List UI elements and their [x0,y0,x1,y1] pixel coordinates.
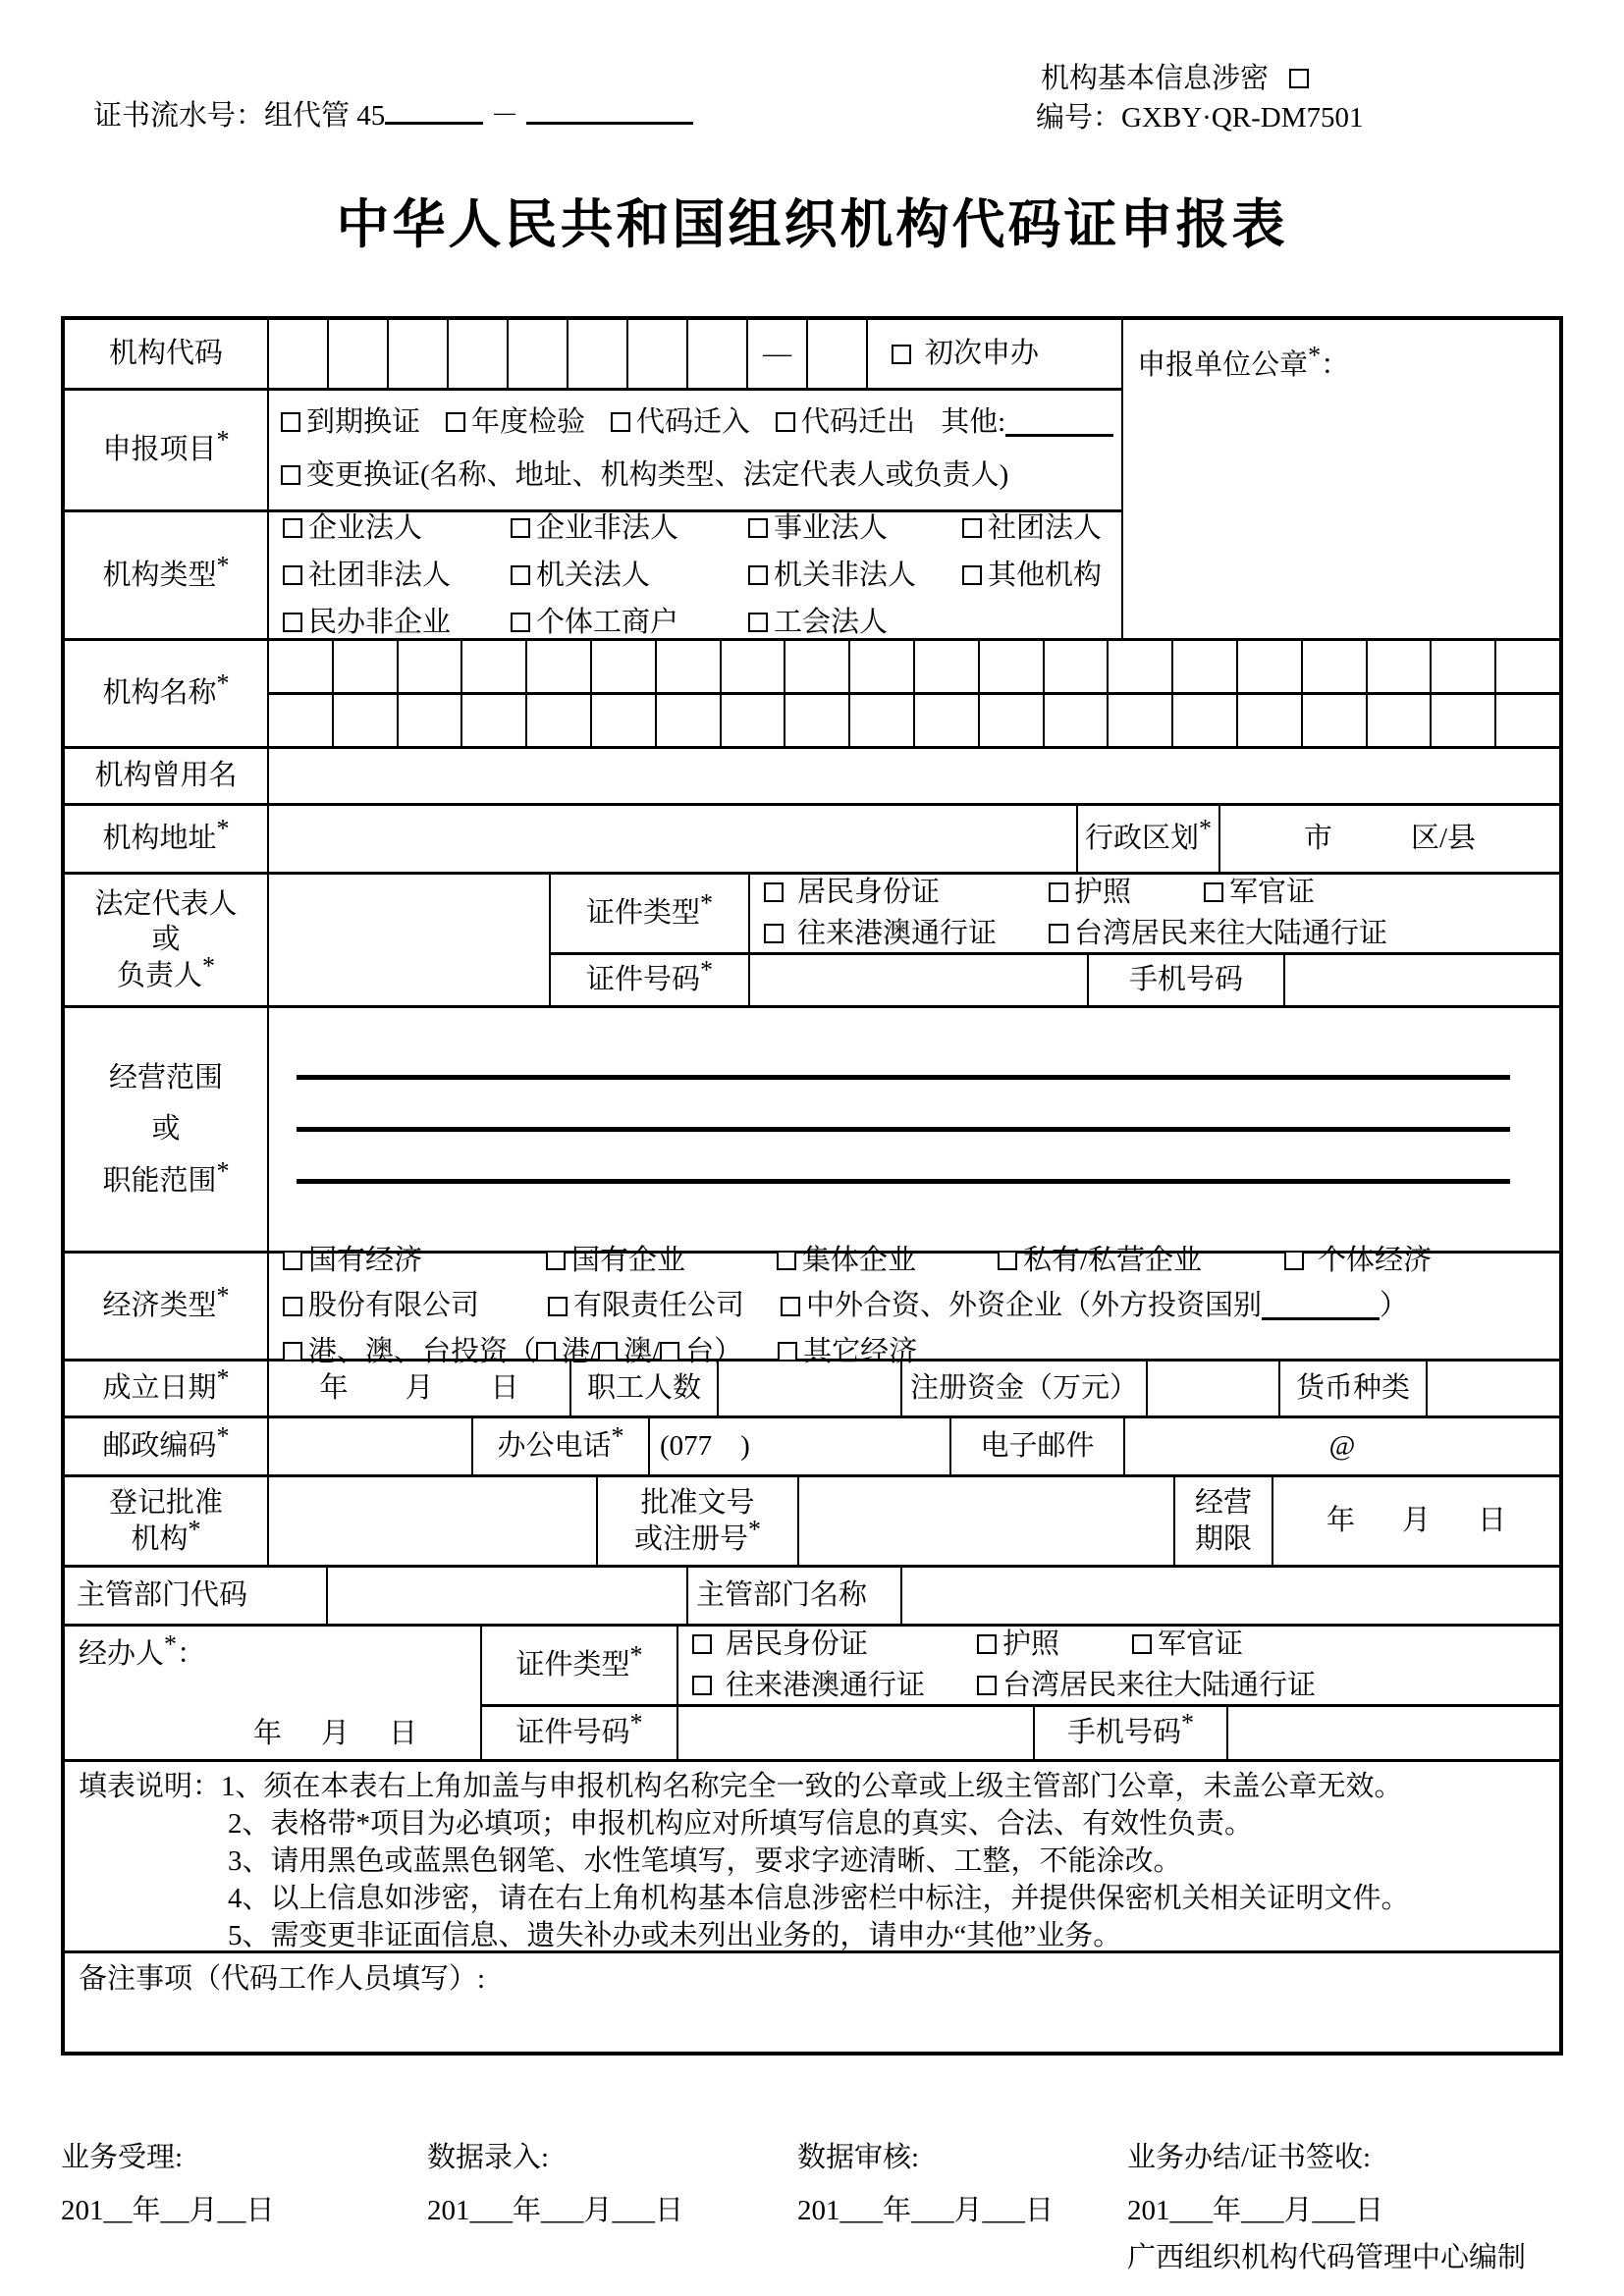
econ-option-hmt-invest: 港、澳、台投资（ 港/ 澳/ 台） [283,1334,742,1369]
cert-option-taiwan: 台湾居民来往大陆通行证 [977,1668,1316,1703]
taiwan-checkbox[interactable] [660,1342,679,1362]
foreign-venture-checkbox[interactable] [781,1297,800,1316]
id-card-checkbox[interactable] [764,882,784,902]
footer-title: 数据审核: [797,2142,920,2173]
secrecy-label: 机构基本信息涉密 [1041,63,1270,94]
org-name-label: 机构名称* [65,641,269,746]
legal-rep-row [65,875,1559,1008]
contact-row [65,1418,1559,1477]
cert-option-military: 军官证 [1204,875,1315,910]
issuer-label: 广西组织机构代码管理中心编制 [1127,2242,1527,2273]
approval-doc-no-label: 批准文号 或注册号* [598,1477,799,1565]
econ-option-other: 其它经济 [778,1334,917,1369]
note-item: 3、请用黑色或蓝黑色钢笔、水性笔填写，要求字迹清晰、工整，不能涂改。 [228,1845,1182,1877]
org-code-label: 机构代码 [65,320,269,388]
handler-cert-no-label: 证件号码* [482,1707,678,1760]
handler-label: 经办人*： [79,1629,206,1670]
scope-label: 经营范围 或 职能范围* [65,1008,269,1251]
cert-option-hk-macau: 往来港澳通行证 [692,1668,977,1703]
name-grid-cell[interactable] [1045,641,1110,692]
address-row [65,806,1559,875]
org-type-option: 个体工商户 [511,605,748,640]
annual-check-checkbox[interactable] [446,412,465,432]
declare-option-other: 其他: [941,404,1113,440]
stock-company-checkbox[interactable] [283,1297,302,1316]
name-grid-cell[interactable] [1238,695,1303,746]
private-enterprise-checkbox[interactable] [998,1251,1017,1270]
postal-code-input[interactable] [269,1418,473,1474]
handler-cert-type-label: 证件类型* [482,1627,678,1704]
note-item: 5、需变更非证面信息、遗失补办或未列出业务的，请申办“其他”业务。 [228,1920,1122,1951]
footer-title: 业务受理: [61,2142,184,2173]
hmt-invest-checkbox[interactable] [283,1342,302,1362]
dept-code-input[interactable] [328,1568,688,1624]
handler-hk-macau-permit-checkbox[interactable] [692,1676,712,1695]
enterprise-legal-checkbox[interactable] [283,518,302,538]
note-item: 4、以上信息如涉密，请在右上角机构基本信息涉密栏中标注，并提供保密机关相关证明文件。 [228,1883,1410,1914]
approval-org-input[interactable] [269,1477,598,1565]
stamp-area[interactable] [1121,320,1573,638]
econ-option-state-ent: 国有企业 [546,1243,777,1278]
llc-checkbox[interactable] [548,1297,568,1316]
former-name-label: 机构曾用名 [65,749,269,803]
dept-name-label: 主管部门名称 [688,1568,902,1624]
name-grid-cell[interactable] [269,695,334,746]
footer-title: 数据录入: [427,2142,550,2173]
serial-blank-1[interactable] [385,96,483,125]
admin-division-input[interactable] [1220,806,1559,872]
first-apply-cell [868,320,1121,388]
email-label: 电子邮件 [951,1418,1125,1474]
name-grid-cell[interactable] [1303,695,1368,746]
collective-enterprise-checkbox[interactable] [777,1251,796,1270]
name-grid-cell[interactable] [980,641,1045,692]
serial-line [93,96,693,133]
code-digit-cell[interactable] [449,320,509,388]
econ-option-foreign: 中外合资、外资企业（外方投资国别 ） [781,1288,1408,1323]
org-type-option: 机关非法人 [748,558,962,593]
name-grid-cell[interactable] [1173,695,1238,746]
legal-rep-name-input[interactable] [269,875,551,1005]
econ-option-stock-co: 股份有限公司 [283,1288,548,1323]
name-grid-cell[interactable] [462,695,527,746]
code-dash-cell: — [748,320,808,388]
name-grid-cell[interactable] [1432,641,1496,692]
code-digit-cell[interactable] [568,320,628,388]
serial-blank-2[interactable] [526,96,693,125]
name-grid-cell[interactable] [527,641,592,692]
handler-row [65,1627,1559,1762]
admin-division-label: 行政区划* [1078,806,1220,872]
staff-count-input[interactable] [719,1362,902,1415]
name-grid-cell[interactable] [657,641,722,692]
legal-cert-no-label: 证件号码* [551,955,750,1006]
passport-checkbox[interactable] [1049,882,1068,902]
private-nonenterprise-checkbox[interactable] [283,613,302,632]
org-type-option: 企业非法人 [511,510,748,546]
state-economy-checkbox[interactable] [283,1251,302,1270]
dept-code-label: 主管部门代码 [65,1568,328,1624]
declare-option-renew: 到期换证 [281,404,420,440]
other-economy-checkbox[interactable] [778,1342,797,1362]
name-grid-cell[interactable] [722,641,786,692]
code-out-checkbox[interactable] [776,412,795,432]
legal-cert-no-input[interactable] [750,955,1089,1006]
declare-option-annual: 年度检验 [446,404,585,440]
founding-date-input[interactable]: 年 月 日 [269,1362,571,1415]
address-label: 机构地址* [65,806,269,872]
name-grid-cell[interactable] [1238,641,1303,692]
org-name-row [65,641,1559,749]
gov-legal-checkbox[interactable] [511,565,530,585]
capital-input[interactable] [1148,1362,1280,1415]
name-grid-cell[interactable] [915,641,980,692]
military-id-checkbox[interactable] [1204,882,1223,902]
name-grid-cell[interactable] [462,641,527,692]
approval-org-label: 登记批准 机构* [65,1477,269,1565]
capital-label: 注册资金（万元） [902,1362,1148,1415]
address-input[interactable] [269,806,1078,872]
staff-count-label: 职工人数 [571,1362,719,1415]
former-name-row [65,749,1559,806]
first-apply-label: 初次申办 [925,338,1040,370]
handler-passport-checkbox[interactable] [977,1634,997,1654]
footer-date[interactable]: 201___年___月___日 [1127,2195,1384,2227]
approval-row [65,1477,1559,1568]
name-grid-cell[interactable] [1368,695,1433,746]
handler-cert-no-input[interactable] [678,1707,1035,1760]
business-term-input[interactable]: 年 月 日 [1326,1505,1507,1537]
org-type-label: 机构类型* [65,512,269,638]
doc-number: 编号：GXBY·QR-DM7501 [1036,102,1364,133]
name-grid-cell[interactable] [980,695,1045,746]
taiwan-permit-checkbox[interactable] [1049,924,1068,943]
renew-checkbox[interactable] [281,412,300,432]
name-grid-cell[interactable] [399,641,463,692]
declare-items-label: 申报项目* [65,391,269,509]
form-table [61,316,1563,2056]
econ-option-individual: 个体经济 [1284,1243,1432,1278]
footer-col-completion [1127,2140,1383,2229]
name-grid-cell[interactable] [592,641,657,692]
remarks-label: 备注事项（代码工作人员填写）: [79,1963,486,1995]
declare-option-code-out: 代码迁出 [776,404,915,440]
name-grid-cell[interactable] [850,641,915,692]
hk-macau-permit-checkbox[interactable] [764,924,784,943]
cert-option-id-card: 居民身份证 [692,1627,977,1662]
cert-option-passport: 护照 [1049,875,1204,910]
approval-doc-no-input[interactable] [799,1477,1175,1565]
cert-option-passport: 护照 [977,1627,1132,1662]
legal-mobile-input[interactable] [1285,955,1559,1006]
foreign-country-blank[interactable] [1262,1292,1380,1320]
footer-date[interactable]: 201___年___月___日 [797,2195,1055,2227]
org-type-option: 工会法人 [748,605,962,640]
hk-checkbox[interactable] [536,1342,556,1362]
name-grid-cell[interactable] [334,695,399,746]
name-grid-cell[interactable] [1109,695,1173,746]
org-type-option: 其他机构 [962,558,1121,593]
name-grid-cell[interactable] [722,695,786,746]
org-type-row [65,512,1121,638]
union-legal-checkbox[interactable] [748,613,768,632]
notes-row [65,1762,1559,1953]
code-digit-cell[interactable] [509,320,568,388]
code-check-digit-cell[interactable] [808,320,868,388]
cert-option-military: 军官证 [1132,1627,1243,1662]
institution-legal-checkbox[interactable] [748,518,768,538]
individual-business-checkbox[interactable] [511,613,530,632]
declare-option-code-in: 代码迁入 [611,404,750,440]
name-grid-cell[interactable] [1496,695,1559,746]
name-grid-cell[interactable] [1173,641,1238,692]
office-phone-input[interactable]: (077 ) [650,1418,951,1474]
association-nonlegal-checkbox[interactable] [283,565,302,585]
individual-economy-checkbox[interactable] [1284,1251,1304,1270]
name-grid-cell[interactable] [1045,695,1110,746]
handler-date-input[interactable]: 年 月 日 [253,1717,418,1749]
org-type-option: 社团非法人 [283,558,511,593]
top-section [65,320,1559,641]
macau-checkbox[interactable] [598,1342,618,1362]
scope-write-line[interactable] [297,1075,1510,1080]
econ-option-collective: 集体企业 [777,1243,998,1278]
name-grid-cell[interactable] [1496,641,1559,692]
name-grid-cell[interactable] [334,641,399,692]
footer-col-data-entry [427,2140,683,2229]
serial-number-label: 证书流水号：组代管 45 [93,100,386,132]
secrecy-line [1041,61,1315,96]
handler-id-card-checkbox[interactable] [692,1634,712,1654]
notes-label: 填表说明： [79,1771,222,1802]
econ-option-llc: 有限责任公司 [548,1288,781,1323]
code-digit-cell[interactable] [628,320,688,388]
handler-military-id-checkbox[interactable] [1132,1634,1152,1654]
cert-option-id-card: 居民身份证 [764,875,1049,910]
name-grid-cell[interactable] [850,695,915,746]
note-item: 1、须在本表右上角加盖与申报机构名称完全一致的公章或上级主管部门公章，未盖公章无效。 [221,1771,1403,1802]
email-input[interactable]: @ [1328,1430,1356,1463]
econ-option-private: 私有/私营企业 [998,1243,1284,1278]
cert-option-hk-macau: 往来港澳通行证 [764,916,1049,951]
handler-mobile-label: 手机号码* [1035,1707,1228,1760]
association-legal-checkbox[interactable] [962,518,982,538]
dept-row [65,1568,1559,1627]
code-digit-cell[interactable] [389,320,449,388]
name-grid-cell[interactable] [915,695,980,746]
change-renew-checkbox[interactable] [281,465,300,485]
handler-taiwan-permit-checkbox[interactable] [977,1676,997,1695]
code-digit-cell[interactable] [269,320,329,388]
name-grid-cell[interactable] [1432,695,1496,746]
org-type-option: 企业法人 [283,510,511,546]
name-grid-cell[interactable] [1368,641,1433,692]
enterprise-nonlegal-checkbox[interactable] [511,518,530,538]
state-enterprise-checkbox[interactable] [546,1251,566,1270]
stamp-label: 申报单位公章*： [1137,341,1350,381]
code-digit-cell[interactable] [329,320,389,388]
remarks-row[interactable] [65,1953,1559,2052]
handler-mobile-input[interactable] [1228,1707,1559,1760]
name-grid-cell[interactable] [1109,641,1173,692]
name-grid-cell[interactable] [269,641,334,692]
name-grid-cell[interactable] [657,695,722,746]
org-type-option: 事业法人 [748,510,962,546]
name-grid-cell[interactable] [592,695,657,746]
econ-type-row [65,1245,1559,1367]
office-phone-label: 办公电话* [473,1418,650,1474]
org-code-row [65,320,1121,391]
handler-cell[interactable] [65,1627,482,1759]
footer-col-acceptance [61,2140,275,2229]
scope-row [65,1008,1559,1254]
other-org-checkbox[interactable] [962,565,982,585]
name-grid-cell[interactable] [785,641,850,692]
former-name-input[interactable] [269,749,1559,803]
other-blank[interactable] [1005,408,1113,437]
footer-title: 业务办结/证书签收: [1127,2142,1372,2173]
form-title: 中华人民共和国组织机构代码证申报表 [336,195,1288,254]
founding-date-label: 成立日期* [65,1362,269,1415]
secrecy-checkbox[interactable] [1289,69,1309,88]
cert-option-taiwan: 台湾居民来往大陆通行证 [1049,916,1387,951]
currency-label: 货币种类 [1280,1362,1428,1415]
scope-write-line[interactable] [297,1127,1510,1132]
org-type-option: 机关法人 [511,558,748,593]
note-item: 2、表格带*项目为必填项；申报机构应对所填写信息的真实、合法、有效性负责。 [228,1808,1254,1840]
city-label: 市 [1303,823,1332,855]
scope-input[interactable] [269,1008,1559,1251]
code-in-checkbox[interactable] [611,412,630,432]
business-term-label: 经营 期限 [1175,1477,1273,1565]
declare-option-change: 变更换证(名称、地址、机构类型、法定代表人或负责人) [281,457,1113,493]
econ-type-label: 经济类型* [65,1254,269,1359]
legal-cert-type-label: 证件类型* [551,875,750,952]
legal-mobile-label: 手机号码 [1089,955,1285,1006]
county-label: 区/县 [1410,823,1477,855]
founding-row [65,1362,1559,1418]
serial-dash: － [490,100,519,132]
postal-code-label: 邮政编码* [65,1418,269,1474]
scope-write-line[interactable] [297,1179,1510,1184]
footer-date[interactable]: 201___年___月___日 [427,2195,684,2227]
legal-rep-label: 法定代表人 或 负责人* [65,875,269,1005]
org-type-option: 社团法人 [962,510,1121,546]
currency-input[interactable] [1428,1362,1559,1415]
name-grid-cell[interactable] [399,695,463,746]
org-type-option: 民办非企业 [283,605,511,640]
footer-col-data-review [797,2140,1054,2229]
code-digit-cell[interactable] [688,320,748,388]
first-apply-checkbox[interactable] [892,345,911,364]
dept-name-input[interactable] [902,1568,1559,1624]
name-grid-cell[interactable] [785,695,850,746]
declare-items-row [65,391,1121,512]
footer-date[interactable]: 201__年__月__日 [61,2195,275,2227]
econ-option-state: 国有经济 [283,1243,546,1278]
name-grid-cell[interactable] [527,695,592,746]
name-grid-cell[interactable] [1303,641,1368,692]
gov-nonlegal-checkbox[interactable] [748,565,768,585]
